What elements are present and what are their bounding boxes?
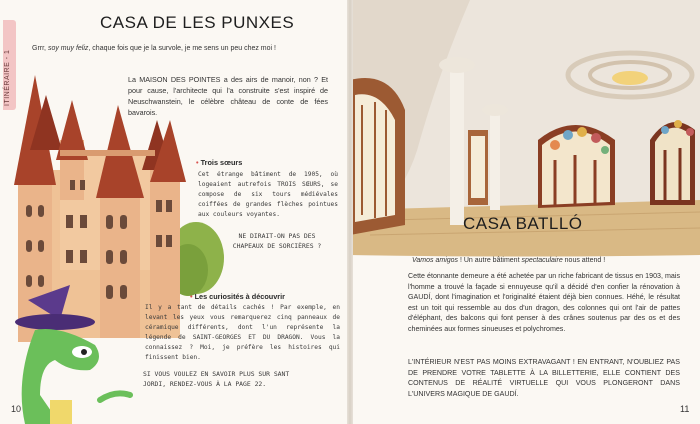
chapeaux-question: NE DIRAIT-ON PAS DES CHAPEAUX DE SORCIÈRES ? <box>232 232 322 250</box>
page-number-right: 11 <box>680 404 690 414</box>
curiosites-heading: • Les curiosités à découvrir <box>190 292 286 301</box>
left-title: CASA DE LES PUNXES <box>100 13 295 32</box>
curiosites-text: Il y a tant de détails cachés ! Par exemple, en levant les yeux vous remarquerez cinq panneaux de céramique différents, dont l'un représente la légende de SAINT-GEORGES ET DU DRAGON. Vous la connaissez ? Moi, je préfère les histoires qui finissent bien. <box>145 304 340 361</box>
sant-jordi-reference: SI VOUS VOULEZ EN SAVOIR PLUS SUR SANT JORDI, RENDEZ-VOUS À LA PAGE 22. <box>143 370 290 388</box>
right-caption: Vamos amigos ! Un autre bâtiment spectaculaire nous attend ! <box>412 257 606 264</box>
trois-soeurs-heading: • Trois sœurs <box>196 158 243 167</box>
left-intro: Grrr, soy muy feliz, chaque fois que je la survole, je me sens un peu chez moi ! <box>32 45 276 52</box>
book-gutter <box>347 0 353 424</box>
interieur-paragraph: L'INTÉRIEUR N'EST PAS MOINS EXTRAVAGANT ! EN ENTRANT, N'OUBLIEZ PAS DE PRENDRE VOTRE TABLETTE À LA BILLETTERIE, ELLE CONTIENT DES CONTENUS DE RÉALITÉ VIRTUELLE QUI VOUS PLONGERONT DANS L'UNIVERS MAGIQUE DE GAUDÍ. <box>408 358 680 398</box>
itinerary-tab-label: ITINÉRAIRE - 1 <box>4 49 11 106</box>
right-title: CASA BATLLÓ <box>463 214 583 233</box>
column <box>450 65 464 225</box>
maison-paragraph: La MAISON DES POINTES a des airs de manoir, non ? Et pour cause, l'architecte qui l'a construite s'est inspiré de Neuschwanstein, le célèbre château de conte de fées bavarois. <box>128 75 328 117</box>
page-number-left: 10 <box>11 404 22 414</box>
batllo-paragraph: Cette étonnante demeure a été achetée par un riche fabricant de tissus en 1903, mais l'homme a trouvé la façade si ennuyeuse qu'il a décidé d'en confier la rénovation à GAUDÍ, dont l'imagination et l'originalité étaient déjà bien connues. Héhé, le résultat est un toit qui ressemble au dos d'un dragon, des colonnes qui ont l'air de pattes d'éléphant, des balcons qui font penser à des crânes soutenus par des os et des cheminées aux formes sinueuses et polychromes. <box>408 272 680 333</box>
trois-soeurs-text: Cet étrange bâtiment de 1905, où logeaient autrefois TROIS SŒURS, se compose de six tours médiévales coiffées de grandes flèches pointues aux couleurs voyantes. <box>198 171 338 218</box>
